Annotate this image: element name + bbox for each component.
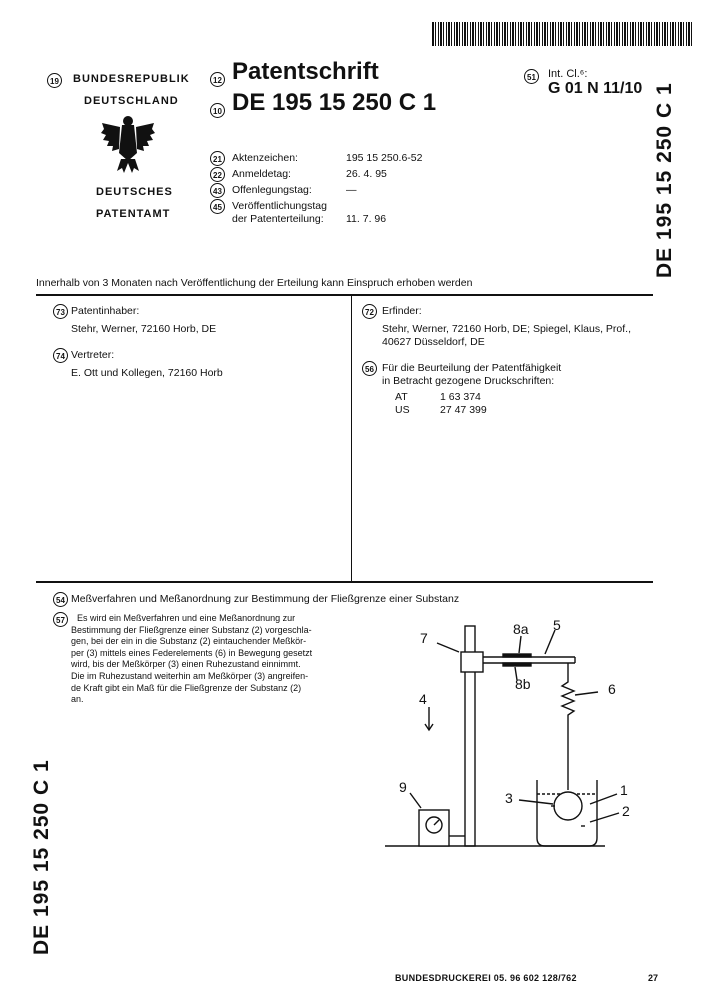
side-publication-number-left: DE 195 15 250 C 1	[30, 759, 53, 955]
inid-19-marker: 19	[47, 73, 62, 88]
divider-top	[36, 294, 653, 296]
inid-72-marker: 72	[362, 304, 377, 319]
biblio-value: 26. 4. 95	[346, 168, 387, 180]
biblio-value: 11. 7. 96	[346, 213, 387, 225]
biblio-label: Anmeldetag:	[232, 168, 291, 180]
ref-country: US	[395, 404, 410, 416]
office-line1: DEUTSCHES	[96, 186, 173, 198]
country-line2: DEUTSCHLAND	[84, 95, 179, 107]
inid-43-marker: 43	[210, 183, 225, 198]
holder-label: Patentinhaber:	[71, 305, 140, 317]
agent-label: Vertreter:	[71, 349, 115, 361]
figure-instrument-box	[419, 810, 449, 846]
figure-label-6: 6	[608, 681, 616, 697]
inventor-line2: 40627 Düsseldorf, DE	[382, 336, 485, 348]
figure-label-3: 3	[505, 790, 513, 806]
ref-number: 1 63 374	[440, 391, 481, 403]
country-line1: BUNDESREPUBLIK	[73, 73, 190, 85]
refs-label1: Für die Beurteilung der Patentfähigkeit	[382, 362, 562, 374]
holder-value: Stehr, Werner, 72160 Horb, DE	[71, 323, 217, 335]
figure-label-2: 2	[622, 803, 630, 819]
abstract-line: Die im Ruhezustand weiterhin am Meßkörper (3) angreifen-	[71, 670, 309, 681]
inid-22-marker: 22	[210, 167, 225, 182]
abstract-line: wird, bis der Meßkörper (3) einen Ruhezustand einnimmt.	[71, 659, 301, 670]
int-cl-value: G 01 N 11/10	[548, 80, 643, 97]
agent-value: E. Ott und Kollegen, 72160 Horb	[71, 367, 223, 379]
biblio-label: Offenlegungstag:	[232, 184, 312, 196]
biblio-label: Aktenzeichen:	[232, 152, 298, 164]
apparatus-figure	[385, 610, 685, 855]
inid-51-marker: 51	[524, 69, 539, 84]
publication-number: DE 195 15 250 C 1	[232, 89, 437, 116]
refs-label2: in Betracht gezogene Druckschriften:	[382, 375, 555, 387]
barcode	[432, 22, 692, 46]
abstract-line: an.	[71, 694, 84, 705]
biblio-value: 195 15 250.6-52	[346, 152, 423, 164]
biblio-label-cont: der Patenterteilung:	[232, 213, 324, 225]
inid-12-marker: 12	[210, 72, 225, 87]
page-number: 27	[648, 973, 659, 983]
abstract-line: Bestimmung der Fließgrenze einer Substanz (2) vorgeschla-	[71, 624, 312, 635]
ref-number: 27 47 399	[440, 404, 487, 416]
figure-label-5: 5	[553, 617, 561, 633]
figure-label-8b: 8b	[515, 676, 531, 692]
divider-vertical	[351, 294, 352, 581]
figure-label-8a: 8a	[513, 621, 529, 637]
figure-label-9: 9	[399, 779, 407, 795]
figure-strain-gauge-8b	[503, 663, 531, 666]
patent-title: Meßverfahren und Meßanordnung zur Bestimmung der Fließgrenze einer Substanz	[71, 593, 460, 605]
divider-bottom	[36, 581, 653, 583]
abstract-line: per (3) mittels eines Federelements (6) in Bewegung gesetzt	[71, 647, 313, 658]
figure-clamp	[461, 652, 483, 672]
inid-21-marker: 21	[210, 151, 225, 166]
inventor-line1: Stehr, Werner, 72160 Horb, DE; Spiegel, Klaus, Prof.,	[382, 323, 632, 335]
figure-spring	[562, 663, 574, 790]
figure-label-7: 7	[420, 630, 428, 646]
inid-56-marker: 56	[362, 361, 377, 376]
office-line2: PATENTAMT	[96, 208, 171, 220]
side-publication-number-right: DE 195 15 250 C 1	[653, 82, 676, 278]
int-cl-label: Int. Cl.⁶:	[548, 68, 588, 80]
eagle-emblem-icon	[100, 113, 156, 175]
document-type: Patentschrift	[232, 58, 379, 85]
ref-country: AT	[395, 391, 408, 403]
inid-54-marker: 54	[53, 592, 68, 607]
abstract-line: gen, bei der ein in die Substanz (2) eintauchender Meßkör-	[71, 636, 307, 647]
abstract	[71, 613, 361, 706]
figure-strain-gauge-8a	[503, 654, 531, 657]
printer-imprint: BUNDESDRUCKEREI 05. 96 602 128/762	[395, 973, 577, 983]
inid-45-marker: 45	[210, 199, 225, 214]
figure-measuring-body	[554, 792, 582, 820]
inid-57-marker: 57	[53, 612, 68, 627]
inventor-label: Erfinder:	[382, 305, 422, 317]
inid-10-marker: 10	[210, 103, 225, 118]
abstract-line: de Kraft gibt ein Maß für die Fließgrenze der Substanz (2)	[71, 682, 302, 693]
biblio-value: —	[346, 184, 357, 196]
inid-73-marker: 73	[53, 304, 68, 319]
biblio-label: Veröffentlichungstag	[232, 200, 327, 212]
figure-label-1: 1	[620, 782, 628, 798]
inid-74-marker: 74	[53, 348, 68, 363]
opposition-notice: Innerhalb von 3 Monaten nach Veröffentlichung der Erteilung kann Einspruch erhoben werden	[36, 277, 473, 289]
figure-label-4: 4	[419, 691, 427, 707]
abstract-line: Es wird ein Meßverfahren und eine Meßanordnung zur	[77, 613, 296, 623]
